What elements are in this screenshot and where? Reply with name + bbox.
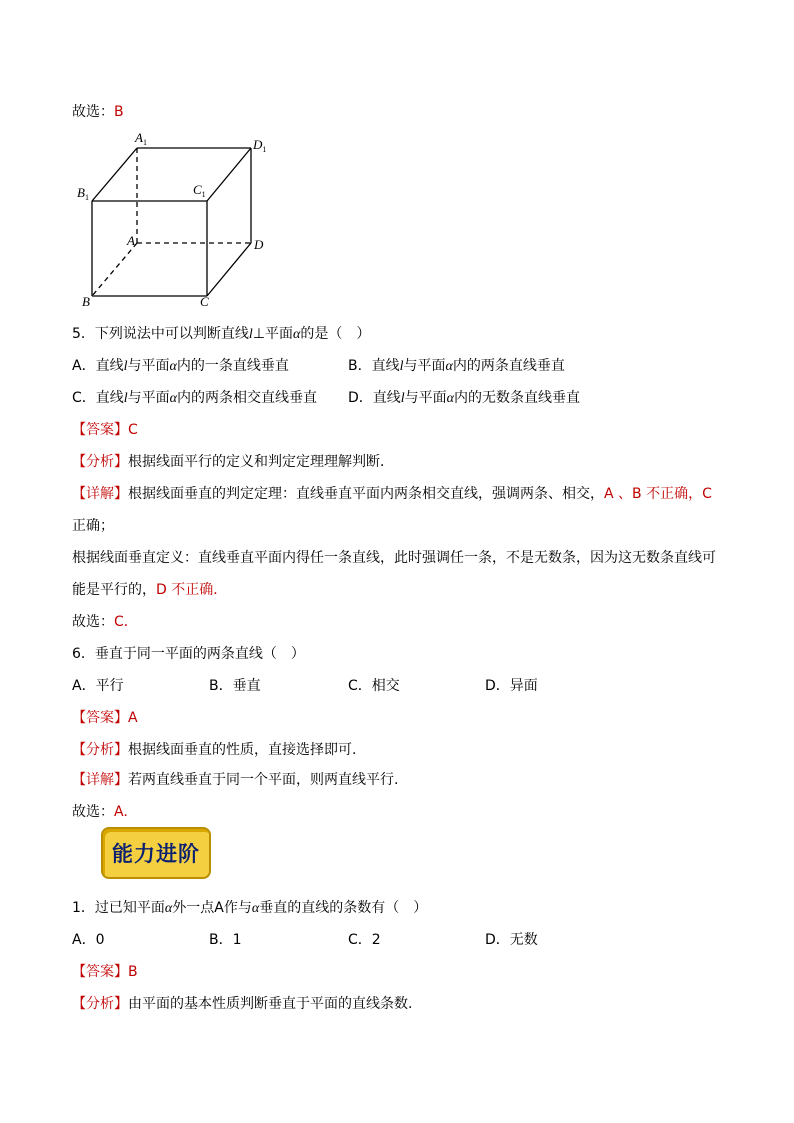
prev-choose-answer: B <box>114 104 124 120</box>
label-c1: $C_1$ <box>193 182 206 199</box>
edge-ab-hidden <box>92 243 137 296</box>
prev-choose-label: 故选： <box>72 104 114 120</box>
section-title: 能力进阶 <box>112 842 200 866</box>
q6-analysis: 【分析】根据线面垂直的性质，直接选择即可. <box>72 742 357 758</box>
q5-option-c[interactable]: C．直线l与平面α内的两条相交直线垂直 <box>72 390 318 406</box>
q6-option-c[interactable]: C．相交 <box>348 678 400 694</box>
q6-choose: 故选：A. <box>72 804 128 820</box>
label-d: D <box>254 237 264 252</box>
cube-figure <box>72 128 282 308</box>
q5-answer: 【答案】C <box>72 422 138 438</box>
q5-detail-line1: 【详解】根据线面垂直的判定定理：直线垂直平面内两条相交直线，强调两条、相交，A 、B 不正确，C <box>72 486 712 502</box>
q6-option-a[interactable]: A．平行 <box>72 678 124 694</box>
q1-stem: 1．过已知平面α外一点A作与α垂直的直线的条数有（ ） <box>72 900 428 916</box>
edge-b1a1 <box>92 148 137 201</box>
q1-answer: 【答案】B <box>72 964 138 980</box>
label-c: C <box>200 294 209 308</box>
q1-option-d[interactable]: D．无数 <box>485 932 538 948</box>
q5-option-a[interactable]: A．直线l与平面α内的一条直线垂直 <box>72 358 289 374</box>
q1-analysis: 【分析】由平面的基本性质判断垂直于平面的直线条数. <box>72 996 413 1012</box>
label-d1: $D_1$ <box>253 137 267 154</box>
q6-answer: 【答案】A <box>72 710 138 726</box>
q5-option-b[interactable]: B．直线l与平面α内的两条直线垂直 <box>348 358 565 374</box>
section-badge <box>101 827 211 879</box>
q5-choose: 故选：C． <box>72 614 138 630</box>
label-b: B <box>82 294 90 308</box>
q6-option-d[interactable]: D．异面 <box>485 678 538 694</box>
q1-option-a[interactable]: A．0 <box>72 932 105 948</box>
var-l: l <box>248 327 253 342</box>
prev-choose-line <box>72 103 124 121</box>
q5-stem: 5．下列说法中可以判断直线l⊥平面α的是（ ） <box>72 326 371 342</box>
edge-c1d1 <box>207 148 251 201</box>
q5-detail-line2: 正确； <box>72 518 114 534</box>
var-alpha: α <box>293 327 301 342</box>
q6-detail: 【详解】若两直线垂直于同一个平面，则两直线平行. <box>72 772 399 788</box>
q6-stem: 6．垂直于同一平面的两条直线（ ） <box>72 646 305 662</box>
q1-option-b[interactable]: B．1 <box>209 932 242 948</box>
q5-analysis: 【分析】根据线面平行的定义和判定定理理解判断． <box>72 454 394 470</box>
q6-option-b[interactable]: B．垂直 <box>209 678 261 694</box>
edge-cd <box>207 243 251 296</box>
label-a1: $A_1$ <box>135 130 147 147</box>
q5-option-d[interactable]: D．直线l与平面α内的无数条直线垂直 <box>348 390 581 406</box>
q5-detail-line4: 能是平行的，D 不正确． <box>72 582 228 598</box>
label-a: A <box>127 233 135 248</box>
q5-detail-line3: 根据线面垂直定义：直线垂直平面内得任一条直线，此时强调任一条，不是无数条，因为这无数条直线可 <box>72 550 716 566</box>
label-b1: $B_1$ <box>77 185 89 202</box>
q1-option-c[interactable]: C．2 <box>348 932 381 948</box>
